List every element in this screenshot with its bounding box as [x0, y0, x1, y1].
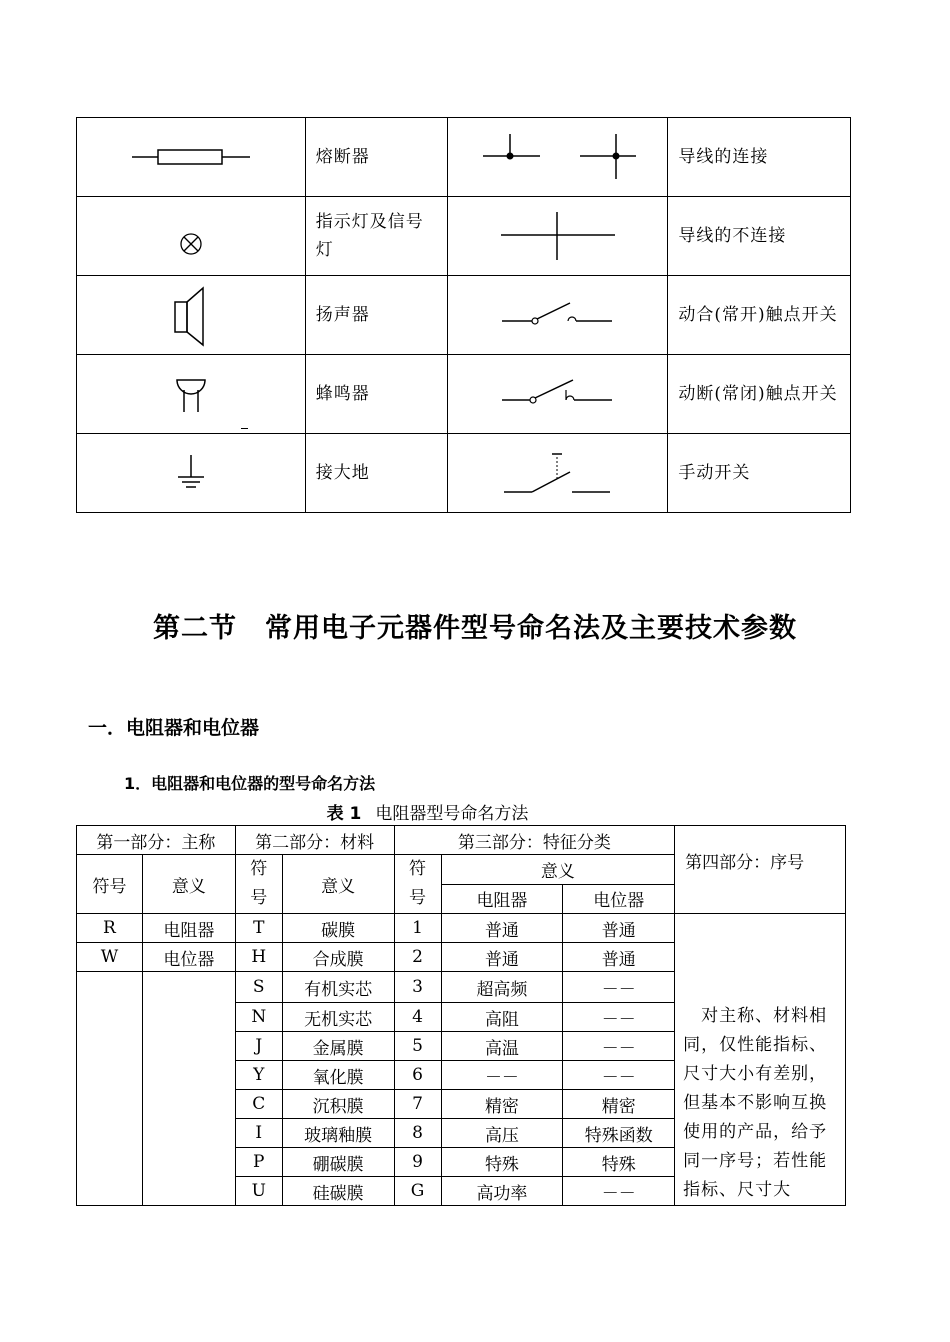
header-resistor: 电阻器	[441, 884, 563, 914]
feature-symbol: 7	[394, 1090, 441, 1119]
heading-resistor: 一．电阻器和电位器	[88, 717, 260, 739]
feature-resistor: 精密	[441, 1090, 563, 1119]
feature-potentiometer: 特殊函数	[563, 1119, 675, 1148]
buzzer-icon	[171, 372, 211, 416]
manual-switch-icon	[498, 448, 618, 498]
material-symbol: S	[235, 972, 282, 1003]
symbol-cell	[448, 355, 668, 434]
material-meaning: 玻璃釉膜	[282, 1119, 394, 1148]
table-caption-text: 电阻器型号命名方法	[375, 804, 529, 824]
feature-potentiometer: －－	[563, 972, 675, 1003]
symbol-row	[77, 434, 851, 513]
main-symbol-empty	[77, 972, 143, 1206]
feature-symbol: 1	[394, 914, 441, 943]
material-symbol: J	[235, 1032, 282, 1061]
symbol-table	[76, 117, 851, 513]
feature-potentiometer: －－	[563, 1177, 675, 1206]
feature-potentiometer: －－	[563, 1032, 675, 1061]
symbol-label: 导线的不连接	[668, 197, 851, 276]
material-meaning: 有机实芯	[282, 972, 394, 1003]
feature-symbol: 5	[394, 1032, 441, 1061]
feature-resistor: 超高频	[441, 972, 563, 1003]
main-meaning: 电位器	[142, 943, 235, 972]
feature-symbol: 4	[394, 1003, 441, 1032]
feature-resistor: 高阻	[441, 1003, 563, 1032]
symbol-label: 熔断器	[305, 118, 448, 197]
normally-open-switch-icon	[498, 295, 618, 335]
main-meaning-empty	[142, 972, 235, 1206]
symbol-label: 扬声器	[305, 276, 448, 355]
header-row	[77, 826, 846, 855]
feature-potentiometer: 普通	[563, 914, 675, 943]
header-material-meaning: 意义	[282, 855, 394, 914]
symbol-label: 动合(常开)触点开关	[668, 276, 851, 355]
header-part3: 第三部分：特征分类	[394, 826, 675, 855]
header-part2: 第二部分：材料	[235, 826, 394, 855]
resistor-naming-table	[76, 825, 846, 1206]
feature-resistor: 特殊	[441, 1148, 563, 1177]
material-meaning: 合成膜	[282, 943, 394, 972]
feature-potentiometer: －－	[563, 1061, 675, 1090]
feature-potentiometer: －－	[563, 1003, 675, 1032]
feature-symbol: 9	[394, 1148, 441, 1177]
material-meaning: 氧化膜	[282, 1061, 394, 1090]
feature-symbol: G	[394, 1177, 441, 1206]
header-material-symbol: 符号	[235, 855, 282, 914]
material-symbol: Y	[235, 1061, 282, 1090]
feature-symbol: 6	[394, 1061, 441, 1090]
symbol-row	[77, 355, 851, 434]
feature-resistor: 高功率	[441, 1177, 563, 1206]
header-part1: 第一部分：主称	[77, 826, 236, 855]
speaker-icon	[166, 283, 216, 347]
material-symbol: C	[235, 1090, 282, 1119]
material-symbol: T	[235, 914, 282, 943]
material-symbol: U	[235, 1177, 282, 1206]
symbol-cell	[448, 197, 668, 276]
normally-closed-switch-icon	[498, 374, 618, 414]
symbol-label: 导线的连接	[668, 118, 851, 197]
main-meaning: 电阻器	[142, 914, 235, 943]
table-caption	[0, 799, 855, 824]
material-meaning: 金属膜	[282, 1032, 394, 1061]
material-meaning: 硼碳膜	[282, 1148, 394, 1177]
feature-resistor: 普通	[441, 914, 563, 943]
header-feature-meaning: 意义	[441, 855, 675, 885]
wire-crossing-icon	[493, 210, 623, 262]
feature-symbol: 8	[394, 1119, 441, 1148]
symbol-cell	[77, 355, 306, 434]
fuse-icon	[126, 142, 256, 172]
header-feature-symbol: 符号	[394, 855, 441, 914]
table-caption-label: 表 1	[326, 804, 362, 824]
symbol-row	[77, 118, 851, 197]
main-symbol: W	[77, 943, 143, 972]
symbol-cell	[77, 197, 306, 276]
header-potentiometer: 电位器	[563, 884, 675, 914]
feature-potentiometer: 精密	[563, 1090, 675, 1119]
symbol-row	[77, 197, 851, 276]
header-symbol: 符号	[77, 855, 143, 914]
feature-resistor: 高温	[441, 1032, 563, 1061]
symbol-cell	[77, 118, 306, 197]
symbol-cell	[77, 434, 306, 513]
material-symbol: H	[235, 943, 282, 972]
material-meaning: 碳膜	[282, 914, 394, 943]
material-meaning: 沉积膜	[282, 1090, 394, 1119]
section-title: 第二节 常用电子元器件型号命名法及主要技术参数	[153, 613, 797, 644]
material-symbol: P	[235, 1148, 282, 1177]
material-meaning: 硅碳膜	[282, 1177, 394, 1206]
symbol-cell	[448, 118, 668, 197]
header-meaning: 意义	[142, 855, 235, 914]
heading-naming-method: 1．电阻器和电位器的型号命名方法	[124, 774, 376, 793]
material-meaning: 无机实芯	[282, 1003, 394, 1032]
feature-symbol: 2	[394, 943, 441, 972]
feature-potentiometer: 普通	[563, 943, 675, 972]
symbol-cell	[448, 276, 668, 355]
serial-note: 对主称、材料相同，仅性能指标、尺寸大小有差别，但基本不影响互换使用的产品，给予同一序号；若性能指标、尺寸大	[675, 914, 846, 1206]
symbol-label: 动断(常闭)触点开关	[668, 355, 851, 434]
wire-junction-icon	[478, 132, 638, 182]
feature-symbol: 3	[394, 972, 441, 1003]
symbol-cell	[448, 434, 668, 513]
symbol-label: 手动开关	[668, 434, 851, 513]
material-symbol: N	[235, 1003, 282, 1032]
symbol-row	[77, 276, 851, 355]
feature-resistor: －－	[441, 1061, 563, 1090]
stray-mark	[241, 428, 248, 429]
feature-resistor: 高压	[441, 1119, 563, 1148]
material-symbol: I	[235, 1119, 282, 1148]
symbol-label: 蜂鸣器	[305, 355, 448, 434]
symbol-cell	[77, 276, 306, 355]
table-row	[77, 914, 846, 943]
ground-icon	[171, 451, 211, 495]
header-part4: 第四部分：序号	[675, 826, 846, 914]
indicator-lamp-icon	[171, 206, 211, 266]
symbol-label: 接大地	[305, 434, 448, 513]
feature-potentiometer: 特殊	[563, 1148, 675, 1177]
main-symbol: R	[77, 914, 143, 943]
feature-resistor: 普通	[441, 943, 563, 972]
symbol-label: 指示灯及信号灯	[305, 197, 448, 276]
